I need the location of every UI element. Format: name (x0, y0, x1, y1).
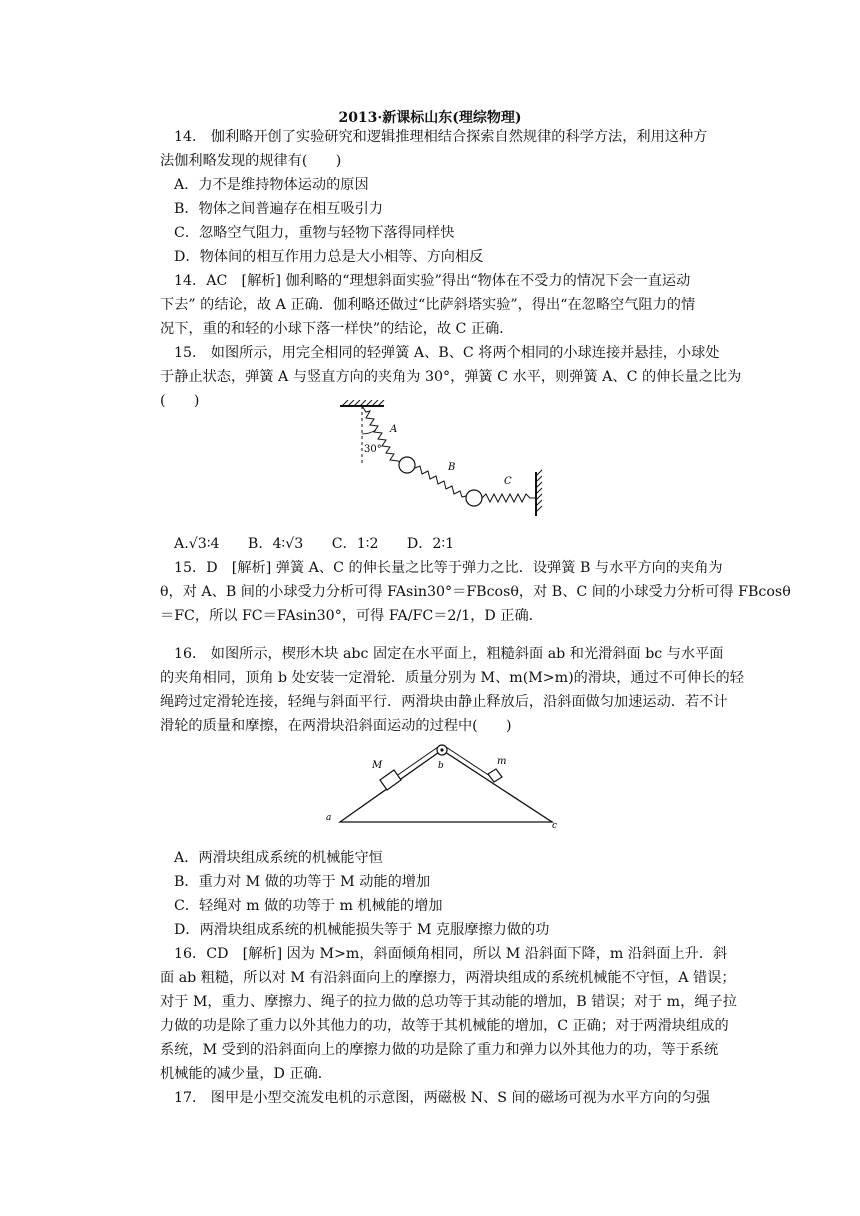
wedge-figure (322, 740, 572, 834)
q16-answer-line-3: 对于 M，重力、摩擦力、绳子的拉力做的总功等于其动能的增加，B 错误；对于 m，绳子拉 (160, 994, 737, 1010)
q16-answer-line-4: 力做的功是除了重力以外其他力的功，故等于其机械能的增加，C 正确；对于两滑块组成的 (160, 1018, 729, 1034)
q15-stem-line-3: ( ) (160, 393, 200, 409)
page-title: 2013·新课标山东(理综物理) (338, 110, 522, 126)
q16-stem-line-2: 的夹角相同，顶角 b 处安装一定滑轮．质量分别为 M、m(M>m)的滑块，通过不可伸长的轻 (160, 670, 744, 686)
q16-stem-line-1: 16． 如图所示，楔形木块 abc 固定在水平面上，粗糙斜面 ab 和光滑斜面 bc 与水平面 (174, 646, 724, 662)
q15-stem-line-1: 15． 如图所示，用完全相同的轻弹簧 A、B、C 将两个相同的小球连接并悬挂，小球处 (174, 345, 720, 361)
q15-answer-line-2: θ，对 A、B 间的小球受力分析可得 FAsin30°＝FBcosθ，对 B、C 间的小球受力分析可得 FBcosθ (160, 584, 791, 600)
q14-answer-line-2: 下去” 的结论，故 A 正确．伽利略还做过“比萨斜塔实验”，得出“在忽略空气阻力的情 (160, 297, 696, 313)
q16-answer-line-5: 系统，M 受到的沿斜面向上的摩擦力做的功是除了重力和弹力以外其他力的功，等于系统 (160, 1042, 719, 1058)
q14-option-d: D．物体间的相互作用力总是大小相等、方向相反 (174, 249, 484, 265)
question-15-answer (160, 532, 791, 628)
spring-b-label: B (448, 462, 456, 473)
q14-option-a: A．力不是维持物体运动的原因 (174, 177, 369, 193)
q15-answer-line-3: ＝FC，所以 FC＝FAsin30°，可得 FA/FC＝2/1，D 正确． (160, 608, 543, 624)
q14-option-b: B．物体之间普遍存在相互吸引力 (174, 201, 384, 217)
q16-stem-line-3: 绳跨过定滑轮连接，轻绳与斜面平行．两滑块由静止释放后，沿斜面做匀加速运动．若不计 (160, 694, 728, 710)
spring-diagram (340, 400, 550, 520)
question-14 (160, 125, 734, 341)
q16-option-d: D．两滑块组成系统的机械能损失等于 M 克服摩擦力做的功 (174, 922, 550, 938)
q15-answer-line-1: 15．D [解析] 弹簧 A、C 的伸长量之比等于弹力之比．设弹簧 B 与水平方向的夹角为 (174, 560, 723, 576)
angle-label: 30° (364, 444, 382, 455)
question-17 (160, 1086, 734, 1110)
spring-c-label: C (504, 476, 512, 487)
vertex-c-label: c (552, 821, 558, 830)
question-16-options (160, 846, 737, 1086)
q14-option-c: C．忽略空气阻力，重物与轻物下落得同样快 (174, 225, 455, 241)
spring-figure (340, 400, 550, 524)
q14-answer-line-1: 14．AC [解析] 伽利略的“理想斜面实验”得出“物体在不受力的情况下会一直运动 (174, 273, 691, 289)
q14-stem-line-1: 14． 伽利略开创了实验研究和逻辑推理相结合探索自然规律的科学方法，利用这种方 (174, 129, 708, 145)
q17-stem-line-1: 17． 图甲是小型交流发电机的示意图，两磁极 N、S 间的磁场可视为水平方向的匀强 (174, 1090, 711, 1106)
q15-stem-line-2: 于静止状态，弹簧 A 与竖直方向的夹角为 30°，弹簧 C 水平，则弹簧 A、C 的伸长量之比为 (160, 369, 742, 385)
spring-a-label: A (390, 424, 398, 435)
q16-answer-line-2: 面 ab 粗糙，所以对 M 有沿斜面向上的摩擦力，两滑块组成的系统机械能不守恒，A 错误； (160, 970, 736, 986)
q16-option-c: C．轻绳对 m 做的功等于 m 机械能的增加 (174, 898, 443, 914)
q16-answer-line-6: 机械能的减少量，D 正确． (160, 1066, 332, 1082)
wedge-diagram (322, 740, 572, 830)
q14-answer-line-3: 况下，重的和轻的小球下落一样快”的结论，故 C 正确． (160, 321, 514, 337)
q15-options: A.√3∶4 B．4∶√3 C．1∶2 D．2∶1 (174, 536, 455, 552)
q14-stem-line-2: 法伽利略发现的规律有( ) (160, 153, 342, 169)
q16-option-a: A．两滑块组成系统的机械能守恒 (174, 850, 383, 866)
vertex-a-label: a (326, 813, 332, 823)
q16-stem-line-4: 滑轮的质量和摩擦，在两滑块沿斜面运动的过程中( ) (160, 718, 512, 734)
block-m-big-label: M (372, 760, 383, 771)
block-m-small-label: m (497, 756, 507, 767)
q16-option-b: B．重力对 M 做的功等于 M 动能的增加 (174, 874, 431, 890)
vertex-b-label: b (438, 761, 444, 771)
q16-answer-line-1: 16．CD [解析] 因为 M>m，斜面倾角相同，所以 M 沿斜面下降，m 沿斜面上升．斜 (174, 946, 728, 962)
question-16 (160, 642, 744, 738)
